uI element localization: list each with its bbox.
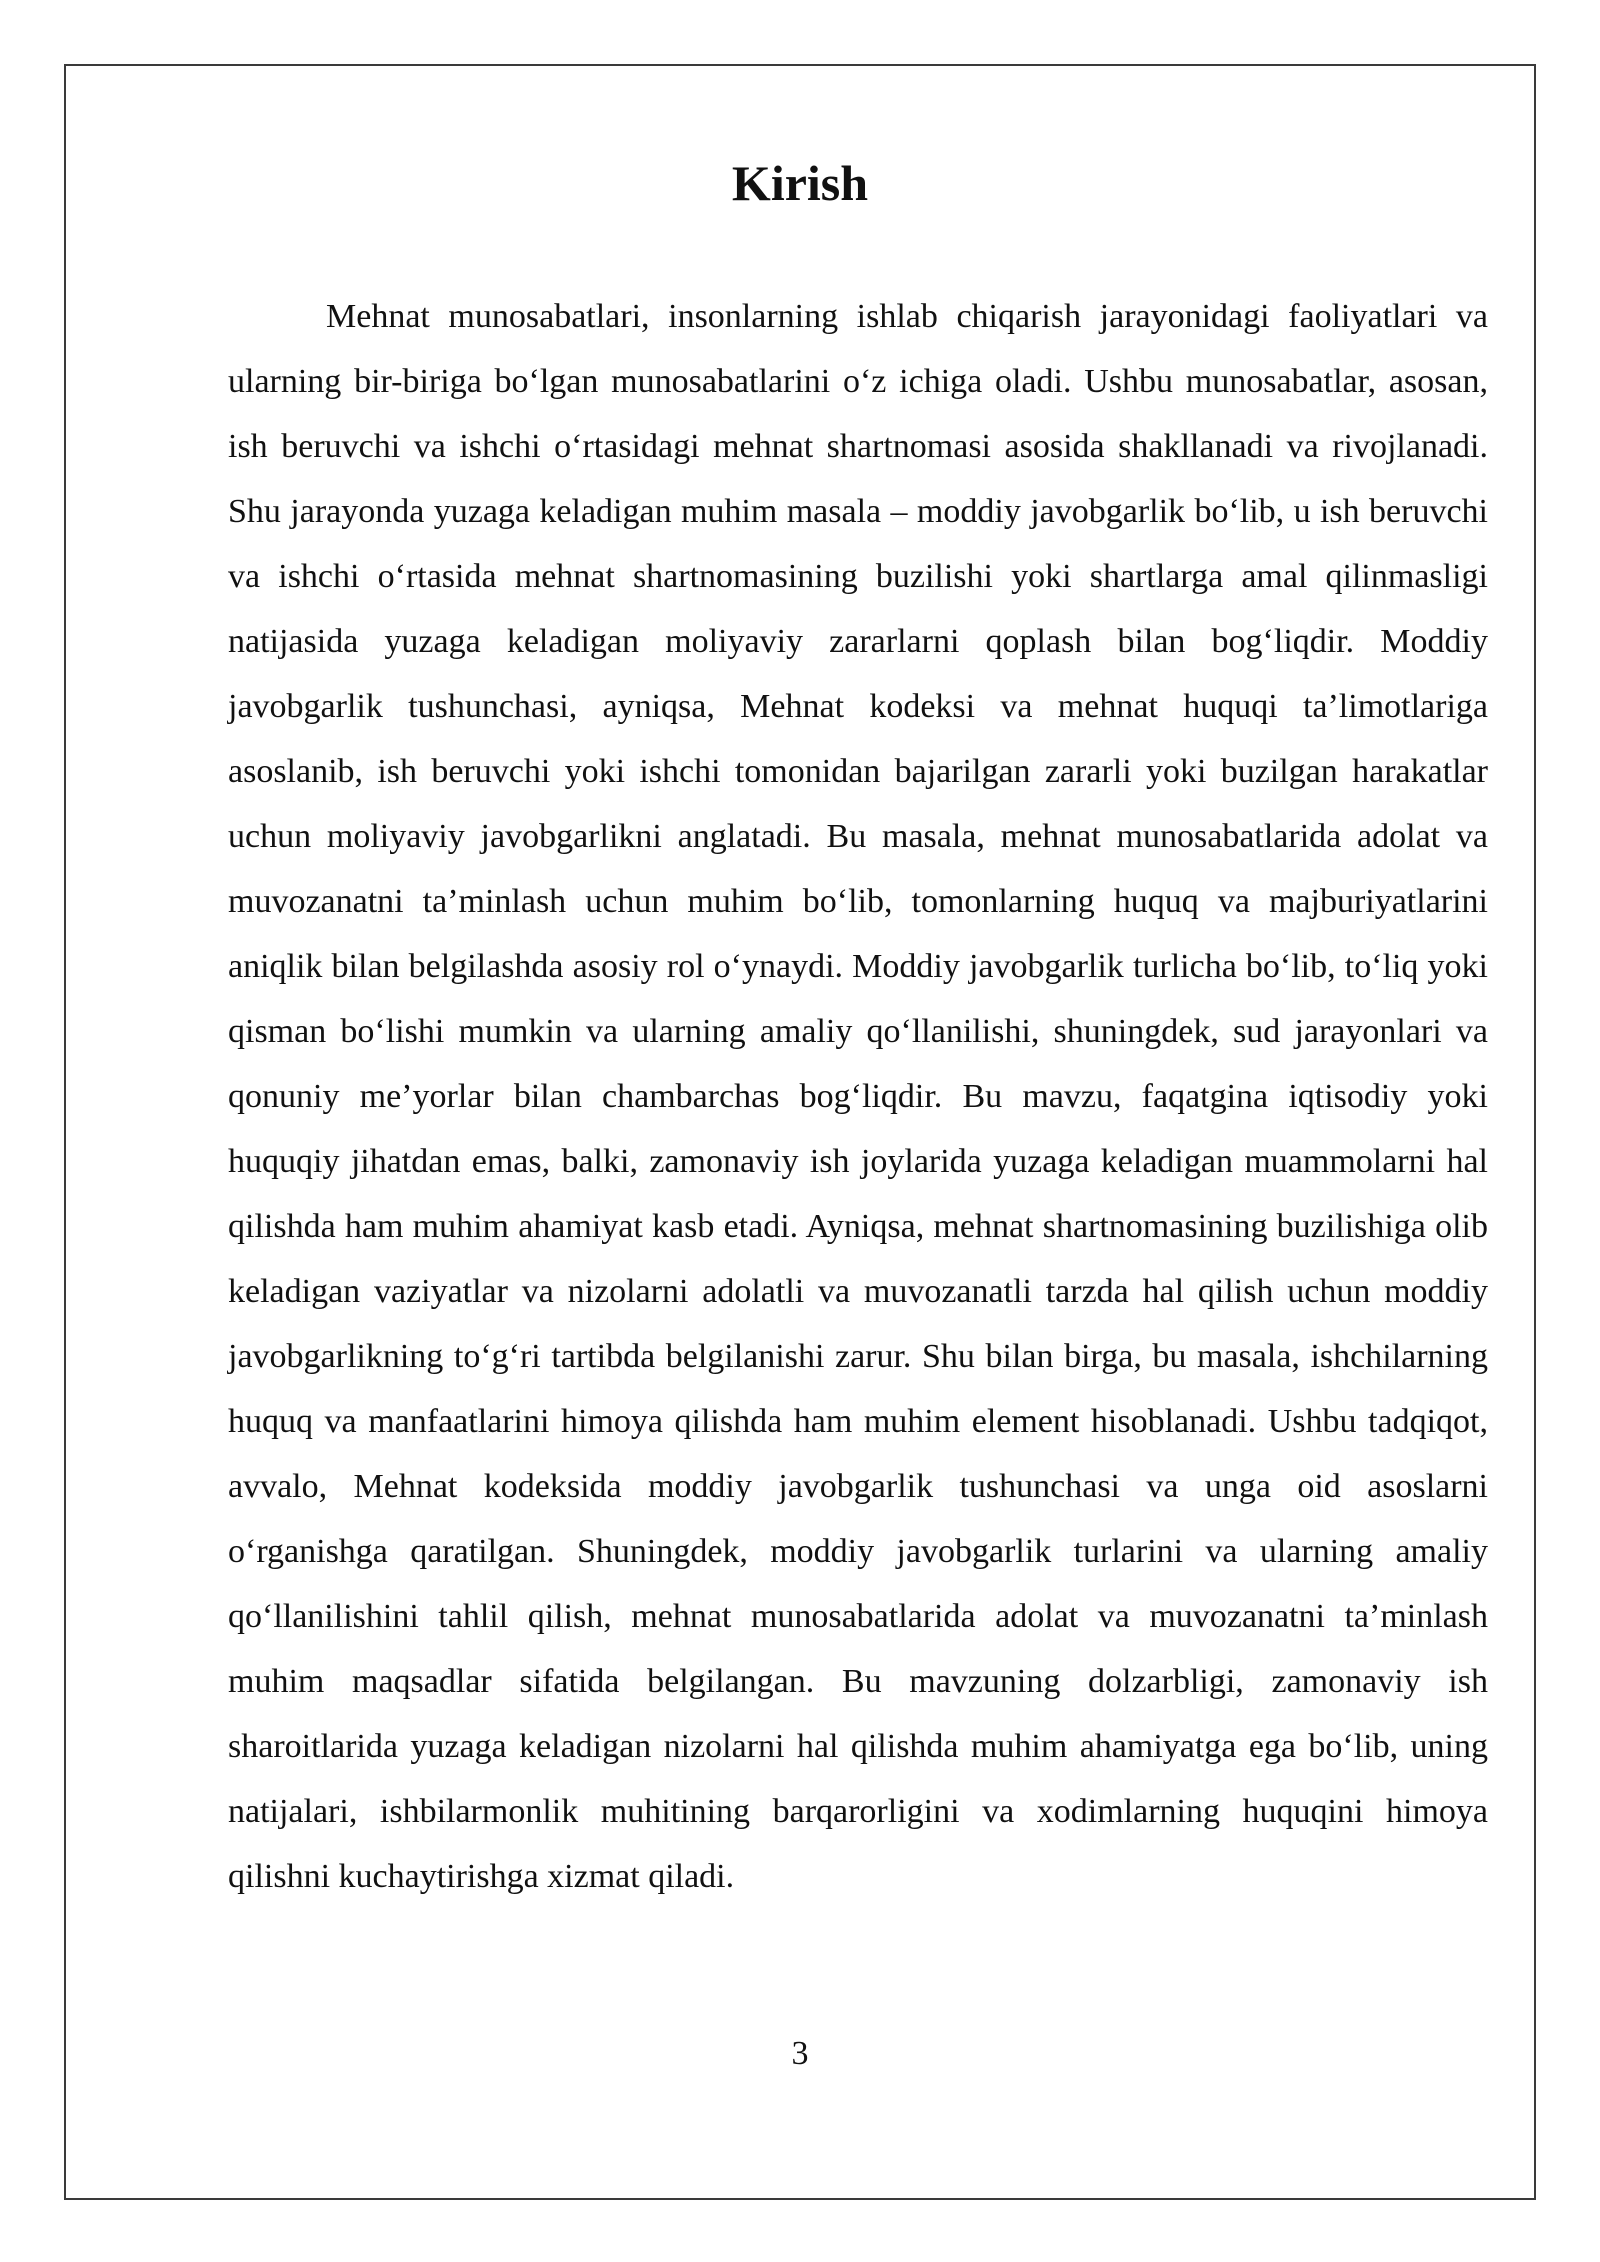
page-number: 3 — [791, 2035, 809, 2072]
body-paragraph: Mehnat munosabatlari, insonlarning ishlab chiqarish jarayonidagi faoliyatlari va ularning bir-biriga bo‘lgan munosabatlarini o‘z ichiga oladi. Ushbu munosabatlar, asosan, ish beruvchi va ishchi o‘rtasidagi mehnat shartnomasi asosida shakllanadi va rivojlanadi. Shu jarayonda yuzaga keladigan muhim masala – moddiy javobgarlik bo‘lib, u ish beruvchi va ishchi o‘rtasida mehnat shartnomasining buzilishi yoki shartlarga amal qilinmasligi natijasida yuzaga keladigan moliyaviy zararlarni qoplash bilan bog‘liqdir. Moddiy javobgarlik tushunchasi, ayniqsa, Mehnat kodeksi va mehnat huquqi ta’limotlariga asoslanib, ish beruvchi yoki ishchi tomonidan bajarilgan zararli yoki buzilgan harakatlar uchun moliyaviy javobgarlikni anglatadi. Bu masala, mehnat munosabatlarida adolat va muvozanatni ta’minlash uchun muhim bo‘lib, tomonlarning huquq va majburiyatlarini aniqlik bilan belgilashda asosiy rol o‘ynaydi. Moddiy javobgarlik turlicha bo‘lib, to‘liq yoki qisman bo‘lishi mumkin va ularning amaliy qo‘llanilishi, shuningdek, sud jarayonlari va qonuniy me’yorlar bilan chambarchas bog‘liqdir. Bu mavzu, faqatgina iqtisodiy yoki huquqiy jihatdan emas, balki, zamonaviy ish joylarida yuzaga keladigan muammolarni hal qilishda ham muhim ahamiyat kasb etadi. Ayniqsa, mehnat shartnomasining buzilishiga olib keladigan vaziyatlar va nizolarni adolatli va muvozanatli tarzda hal qilish uchun moddiy javobgarlikning to‘g‘ri tartibda belgilanishi zarur. Shu bilan birga, bu masala, ishchilarning huquq va manfaatlarini himoya qilishda ham muhim element hisoblanadi. Ushbu tadqiqot, avvalo, Mehnat kodeksida moddiy javobgarlik tushunchasi va unga oid asoslarni o‘rganishga qaratilgan. Shuningdek, moddiy javobgarlik turlarini va ularning amaliy qo‘llanilishini tahlil qilish, mehnat munosabatlarida adolat va muvozanatni ta’minlash muhim maqsadlar sifatida belgilangan. Bu mavzuning dolzarbligi, zamonaviy ish sharoitlarida yuzaga keladigan nizolarni hal qilishda muhim ahamiyatga ega bo‘lib, uning natijalari, ishbilarmonlik muhitining barqarorligini va xodimlarning huquqini himoya qilishni kuchaytirishga xizmat qiladi. — [228, 298, 1488, 1895]
page-title: Kirish — [731, 155, 869, 211]
